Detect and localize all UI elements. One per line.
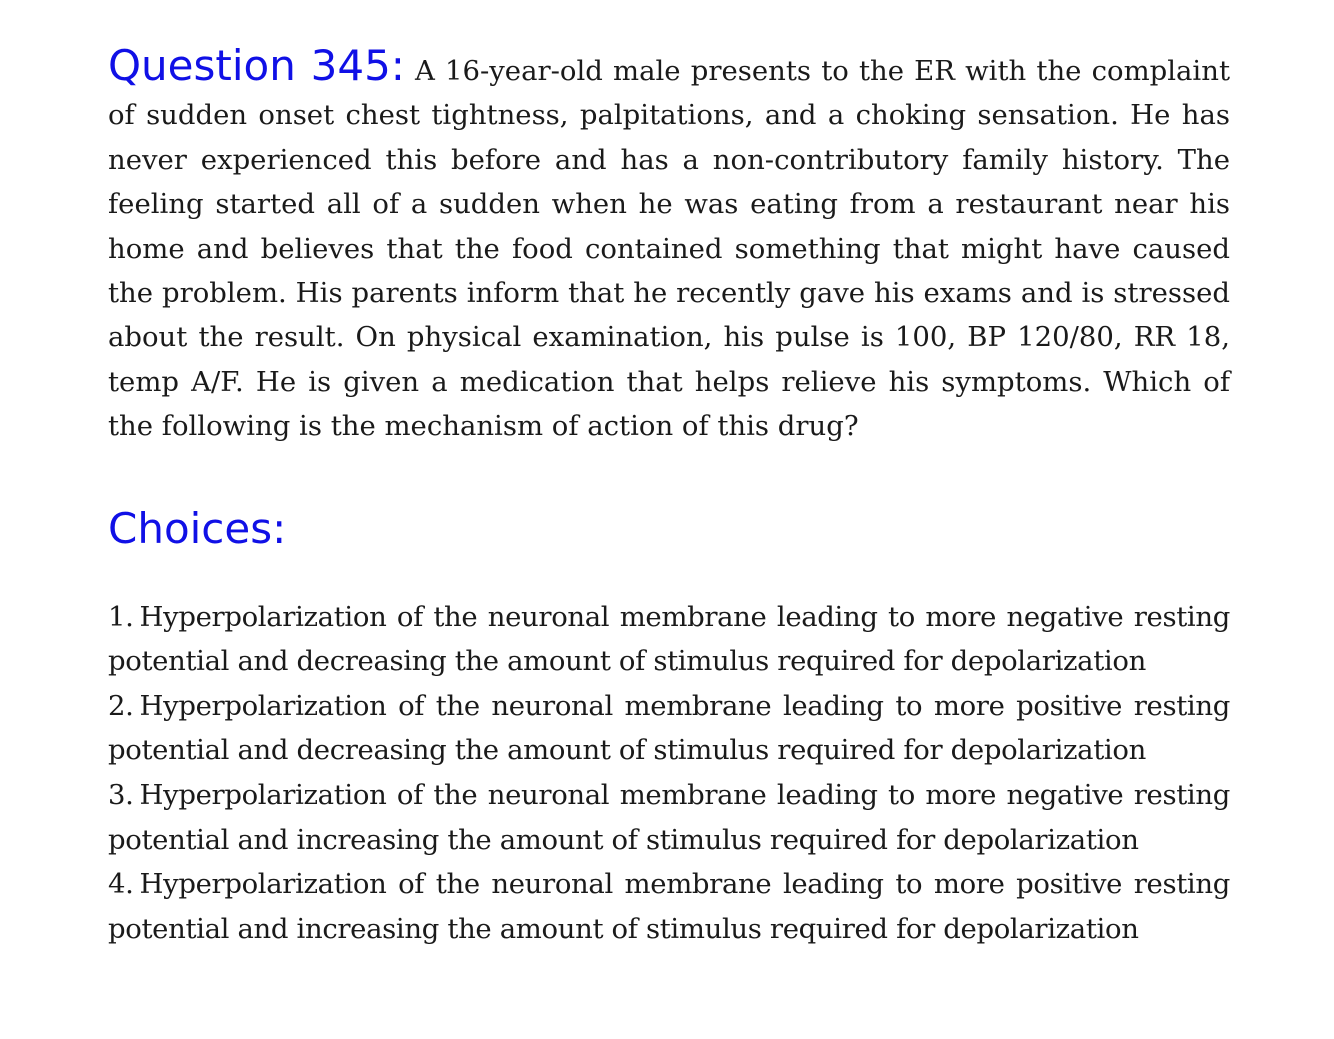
choice-text: Hyperpolarization of the neuronal membrane leading to more positive resting potential and decreasing the amount of stimulus required for depolarization	[108, 689, 1230, 767]
choice-text: Hyperpolarization of the neuronal membrane leading to more negative resting potential and increasing the amount of stimulus required for depolarization	[108, 779, 1230, 856]
choice-number: 4.	[108, 868, 134, 901]
question-label: Question 345:	[108, 41, 405, 90]
choice-item-3[interactable]	[108, 773, 1230, 862]
choice-text: Hyperpolarization of the neuronal membrane leading to more negative resting potential and decreasing the amount of stimulus required for depolarization	[108, 600, 1230, 678]
choices-heading: Choices:	[108, 503, 287, 553]
question-text: A 16-year-old male presents to the ER with the complaint of sudden onset chest tightness, palpitations, and a choking sensation. He has never experienced this before and has a non-contributory family history. The feeling started all of a sudden when he was eating from a restaurant near his home and believes that the food contained something that might have caused the problem. His parents inform that he recently gave his exams and is stressed about the result. On physical examination, his pulse is 100, BP 120/80, RR 18, temp A/F. He is given a medication that helps relieve his symptoms. Which of the following is the mechanism of action of this drug?	[108, 55, 1230, 443]
choice-number: 3.	[108, 779, 134, 812]
choices-list	[108, 595, 1230, 952]
choice-number: 2.	[108, 689, 134, 722]
choice-number: 1.	[108, 600, 134, 633]
question-paragraph	[108, 41, 1230, 449]
choice-item-2[interactable]	[108, 684, 1230, 773]
choice-text: Hyperpolarization of the neuronal membrane leading to more positive resting potential and increasing the amount of stimulus required for depolarization	[108, 868, 1230, 945]
choice-item-4[interactable]	[108, 862, 1230, 951]
choice-item-1[interactable]	[108, 595, 1230, 684]
question-card	[108, 41, 1230, 951]
